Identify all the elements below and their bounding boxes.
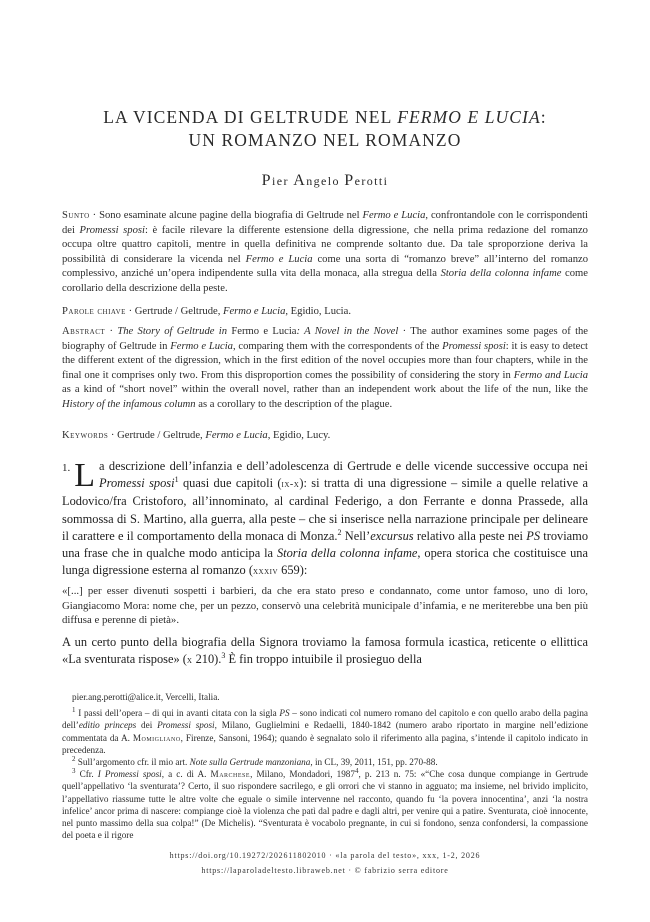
footnote-2: $^2$ Sull’argomento cfr. il mio art. Note sulla Gertrude manzoniana, in CL, 39, 2011, 151, pp. 270-88. bbox=[72, 754, 438, 768]
author-name: Pier Angelo Perotti bbox=[261, 172, 389, 189]
block-quote: «[...] per esser divenuti sospetti i barbieri, da che era stato preso e condannato, come untor famoso, uno di loro, Giangiacomo Mora: nome che, per un pezzo, conservò una celebrità municipale d’infamia, e ne meriterebbe una ben più diffusa e perenne di pietà». bbox=[62, 585, 588, 627]
abstract-paragraph: Abstract · The Story of Geltrude in Fermo e Lucia: A Novel in the Novel · The author examines some pages of the biography of Geltrude in Fermo e Lucia, comparing them with the correspondents of the Promessi sposi: it is easy to detect the different extent of the digression, which in the first edition of the novel occupies more than four chapters, while in the final one it comprises only two. From this disproportion comes the possibility of considering the story in Fermo and Lucia as a kind of “short novel” within the overall novel, rather than an independent work about the life of the nun, like the History of the infamous column as a corollary to the description of the plague. bbox=[62, 326, 589, 410]
parole-chiave: Parole chiave · Gertrude / Geltrude, Fermo e Lucia, Egidio, Lucia. bbox=[62, 306, 351, 317]
footnotes bbox=[62, 691, 588, 841]
body-paragraph-2: A un certo punto della biografia della Signora troviamo la famosa formula icastica, reticente o ellittica «La sventurata rispose» (x 210).$^3$ È fin troppo intuibile il prosieguo della bbox=[62, 635, 588, 667]
drop-cap: L bbox=[74, 457, 96, 494]
article-title-line-2: UN ROMANZO NEL ROMANZO bbox=[188, 130, 462, 150]
paragraph-number: 1. bbox=[62, 462, 71, 474]
article-title-line-1: LA VICENDA DI GELTRUDE NEL FERMO E LUCIA: bbox=[103, 107, 547, 127]
footnote-3: $^3$ Cfr. I Promessi sposi, a c. di A. Marchese, Milano, Mondadori, 1987$^4$, p. 213 n. 75: «“Che cosa dunque compiange in Gertrude quell’appellativo ‘la sventurata’? Certo, il suo rispondere sacrilego, e gli orrori che vi stanno in agguato; ma insieme, nel brivido implicito, l’appellativo riassume tutte le altre volte che eguale o simile intervenne nel racconto, quando fu ‘la povera innocentina’, anzi ‘la nostra infelice’ ancor prima di nascere: compiange cioè la violenza che patì dal padre e dagli altri, per venire qui a patire. Sventurata, cioè innocente, nel punto massimo della sua colpa!” (De Michelis). “Sventurata è vocabolo pregnante, in cui si fondono, senza confondersi, la compassione del poeta e il rigore bbox=[62, 767, 588, 841]
keywords: Keywords · Gertrude / Geltrude, Fermo e Lucia, Egidio, Lucy. bbox=[62, 430, 331, 441]
author-contact: pier.ang.perotti@alice.it, Vercelli, Italia. bbox=[72, 692, 220, 702]
footer-publisher-line: https://laparoladeltesto.libraweb.net · © fabrizio serra editore bbox=[201, 866, 449, 875]
footnote-1: $^1$ I passi dell’opera – di qui in avanti citata con la sigla PS – sono indicati col numero romano del capitolo e con quello arabo della pagina dell’editio princeps dei Promessi sposi, Milano, Guglielmini e Redaelli, 1840-1842 (numero arabo riportato in margine nell’edizione commentata da A. Momigliano, Firenze, Sansoni, 1964); quando è segnalato solo il riferimento alla pagina, s’intende il capitolo indicato in precedenza. bbox=[62, 706, 588, 755]
footer-doi-line: https://doi.org/10.19272/202611802010 · «la parola del testo», xxx, 1-2, 2026 bbox=[169, 851, 481, 860]
sunto-paragraph: Sunto · Sono esaminate alcune pagine della biografia di Geltrude nel Fermo e Lucia, confrontandole con le corrispondenti dei Promessi sposi: è facile rilevare la differente estensione della digressione, che nella prima redazione del romanzo occupa oltre quattro capitoli, mentre in quella definitiva ne comprende soltanto due. Da tale sproporzione deriva la possibilità di considerare la vicenda nel Fermo e Lucia come una sorta di “romanzo breve” all’interno del romanzo complessivo, anziché un’opera indipendente sulla vita della monaca, alla stregua della Storia della colonna infame come corollario della descrizione della peste. bbox=[62, 210, 589, 294]
body-paragraph-1: 1. L a descrizione dell’infanzia e dell’adolescenza di Gertrude e delle vicende successive occupa nei Promessi sposi$^1$ quasi due capitoli (ix-x): si tratta di una digressione – simile a quelle relative a Lodovico/fra Cristoforo, all’innominato, al cardinal Federigo, a don Ferrante e donna Prassede, alla sommossa di S. Martino, alla guerra, alla peste – che si inserisce nella narrazione principale per delineare il carattere e il comportamento della monaca di Monza.$^2$ Nell’excursus relativo alla peste nei PS troviamo una frase che in qualche modo anticipa la Storia della colonna infame, opera storica che costituisce una lunga digressione esterna al romanzo (xxxiv 659): bbox=[62, 457, 589, 578]
